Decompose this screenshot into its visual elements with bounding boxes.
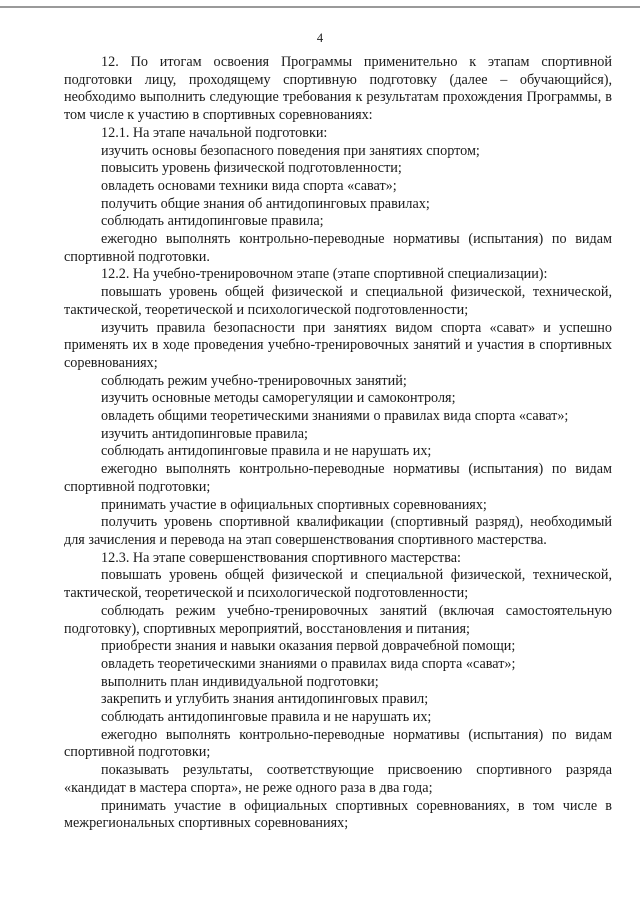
- list-item: получить общие знания об антидопинговых правилах;: [101, 195, 430, 212]
- list-item: принимать участие в официальных спортивных соревнованиях;: [101, 496, 487, 513]
- list-item: ежегодно выполнять контрольно-переводные нормативы (испытания) по видам спортивной подготовки.: [64, 231, 612, 265]
- list-item: выполнить план индивидуальной подготовки;: [101, 673, 379, 690]
- list-item: приобрести знания и навыки оказания первой доврачебной помощи;: [101, 638, 516, 655]
- paragraph-12-intro: 12. По итогам освоения Программы применительно к этапам спортивной подготовки лицу, проходящему спортивную подготовку (далее – обучающийся), необходимо выполнить следующие требования к результатам прохождения Программы, в том числе к участию в спортивных соревнованиях:: [64, 54, 612, 124]
- list-item: соблюдать режим учебно-тренировочных занятий (включая самостоятельную подготовку), спортивных мероприятий, восстановления и питания;: [64, 602, 612, 637]
- heading-12-2: 12.2. На учебно-тренировочном этапе (этапе спортивной специализации):: [101, 266, 548, 283]
- list-item: изучить антидопинговые правила;: [101, 425, 308, 442]
- list-item: соблюдать антидопинговые правила и не нарушать их;: [101, 709, 432, 726]
- list-item: соблюдать антидопинговые правила;: [101, 213, 324, 230]
- heading-12-3: 12.3. На этапе совершенствования спортивного мастерства:: [101, 549, 461, 566]
- list-item: повышать уровень общей физической и специальной физической, технической, тактической, теоретической и психологической подготовленности;: [64, 567, 612, 602]
- list-item: принимать участие в официальных спортивных соревнованиях, в том числе в межрегиональных спортивных соревнованиях;: [64, 797, 612, 832]
- list-item: овладеть общими теоретическими знаниями о правилах вида спорта «сават»;: [101, 408, 569, 425]
- page-number: 4: [316, 31, 324, 45]
- list-item: изучить основные методы саморегуляции и самоконтроля;: [101, 390, 456, 407]
- list-item: получить уровень спортивной квалификации (спортивный разряд), необходимый для зачисления и перевода на этап совершенствования спортивного мастерства.: [64, 514, 612, 548]
- list-item: ежегодно выполнять контрольно-переводные нормативы (испытания) по видам спортивной подготовки;: [64, 726, 612, 761]
- list-item: повысить уровень физической подготовленности;: [101, 160, 402, 177]
- document-body: [64, 54, 612, 833]
- list-item: изучить основы безопасного поведения при занятиях спортом;: [101, 142, 480, 159]
- heading-12-1: 12.1. На этапе начальной подготовки:: [101, 124, 328, 141]
- list-item: закрепить и углубить знания антидопинговых правил;: [101, 691, 429, 708]
- list-item: соблюдать режим учебно-тренировочных занятий;: [101, 372, 407, 389]
- list-item: овладеть основами техники вида спорта «сават»;: [101, 177, 397, 194]
- list-item: соблюдать антидопинговые правила и не нарушать их;: [101, 443, 432, 460]
- list-item: овладеть теоретическими знаниями о правилах вида спорта «сават»;: [101, 655, 516, 672]
- list-item: ежегодно выполнять контрольно-переводные нормативы (испытания) по видам спортивной подготовки;: [64, 461, 612, 495]
- list-item: повышать уровень общей физической и специальной физической, технической, тактической, теоретической и психологической подготовленности;: [64, 284, 612, 318]
- top-border-line: [0, 6, 640, 8]
- list-item: показывать результаты, соответствующие присвоению спортивного разряда «кандидат в мастера спорта», не реже одного раза в два года;: [64, 762, 612, 796]
- list-item: изучить правила безопасности при занятиях видом спорта «сават» и успешно применять их в ходе проведения учебно-тренировочных занятий и участия в спортивных соревнованиях;: [64, 319, 612, 371]
